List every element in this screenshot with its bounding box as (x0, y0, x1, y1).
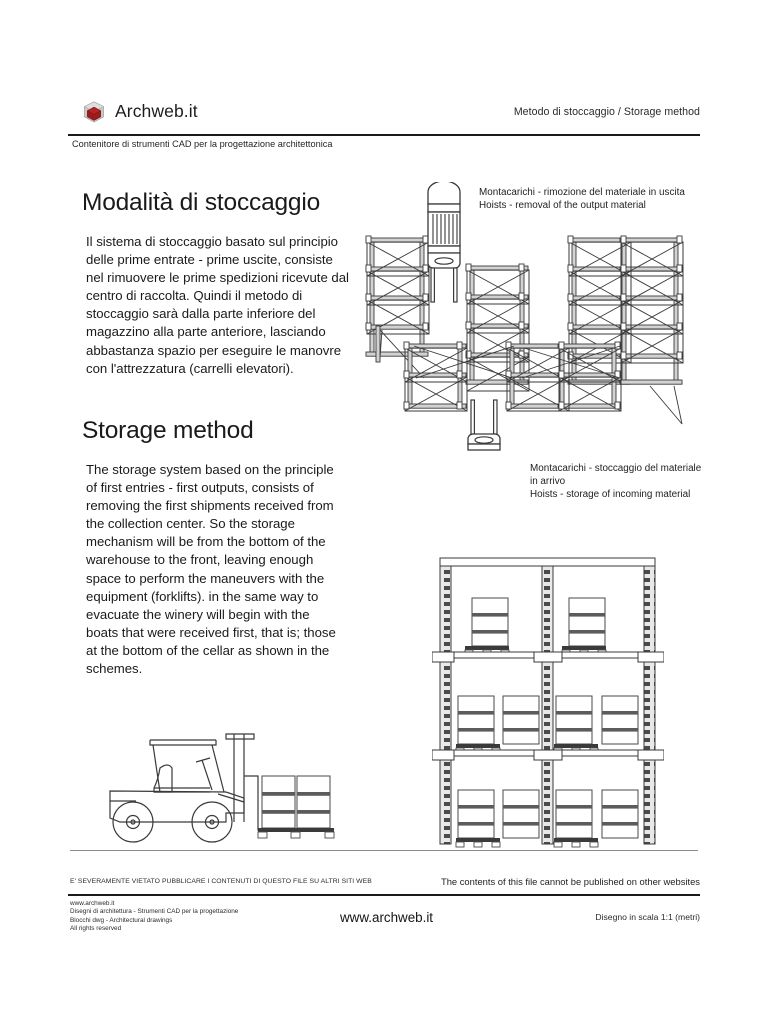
brand-name: Archweb.it (115, 101, 198, 122)
ground-line (70, 850, 698, 851)
annotation-hoist-incoming-it: Montacarichi - stoccaggio del materiale in arrivo (530, 463, 702, 488)
footer-divider (68, 894, 700, 896)
footer-warning-italian: E' SEVERAMENTE VIETATO PUBBLICARE I CONTENUTI DI QUESTO FILE SU ALTRI SITI WEB (70, 878, 372, 885)
page-footer (68, 876, 700, 933)
footer-address-line-4: All rights reserved (70, 925, 122, 933)
paragraph-english: The storage system based on the principle of first entries - first outputs, consists of removing the first shipments received from the collection center. So the storage mechanism will be from the bottom of the warehouse to the front, leaving enough space to perform the maneuvers with the equipment (forklifts). in the same way to evacuate the winery will begin with the boats that were received first, that is; those at the bottom of the cellar as shown in the schemes. (86, 461, 336, 676)
forklift-side-elevation-drawing (98, 718, 366, 852)
archweb-cube-logo-icon (82, 100, 106, 124)
pallet-rack-elevation-diagram (432, 552, 664, 852)
footer-address-line-2: Disegni di architettura - Strumenti CAD per la progettazione (70, 908, 239, 916)
document-title: Metodo di stoccaggio / Storage method (513, 106, 700, 118)
section-english (82, 418, 340, 678)
page-header (68, 96, 700, 149)
paragraph-italian: Il sistema di stoccaggio basato sul principio delle prime entrate - prime uscite, consiste nel rimuovere le prime spedizioni ricevute dal centro di raccolta. Quindi il metodo di stoccaggio sarà dalla parte inferiore del magazzino alla parte anteriore, lasciando abbastanza spazio per eseguire le manovre con l'attrezzatura (carrelli elevatori). (86, 233, 349, 376)
footer-address (70, 900, 238, 934)
hoist-incoming-icon (468, 400, 500, 450)
footer-address-line-1: www.archweb.it (70, 900, 115, 907)
rack-plan-left-wing (366, 236, 429, 378)
footer-warning-english: The contents of this file cannot be published on other websites (440, 876, 700, 887)
annotation-hoist-output-en: Hoists - removal of the output material (479, 200, 646, 212)
rack-plan-center-column (466, 264, 529, 391)
annotation-hoist-incoming (530, 462, 710, 502)
footer-warning-row (68, 878, 700, 893)
header-divider (68, 134, 700, 136)
footer-drawing-scale: Disegno in scala 1:1 (metri) (595, 912, 700, 922)
annotation-hoist-incoming-en: Hoists - storage of incoming material (530, 489, 691, 501)
footer-address-line-3: Blocchi dwg - Architectural drawings (70, 916, 173, 924)
footer-info-row (68, 900, 700, 940)
header-subtitle: Contenitore di strumenti CAD per la progettazione architettonica (72, 139, 333, 149)
footer-website-link[interactable]: www.archweb.it (340, 910, 434, 925)
heading-italian: Modalità di stoccaggio (82, 189, 321, 216)
section-italian (82, 190, 354, 378)
warehouse-rack-plan-diagram (352, 182, 704, 462)
annotation-hoist-output-it: Montacarichi - rimozione del materiale in uscita (479, 187, 685, 198)
rack-plan-right-wing (568, 236, 683, 424)
forklift-load (258, 776, 334, 838)
hoist-output-icon (428, 182, 460, 302)
brand-logo[interactable] (82, 100, 198, 124)
heading-english: Storage method (82, 417, 254, 444)
rack-top-rail (440, 558, 655, 566)
